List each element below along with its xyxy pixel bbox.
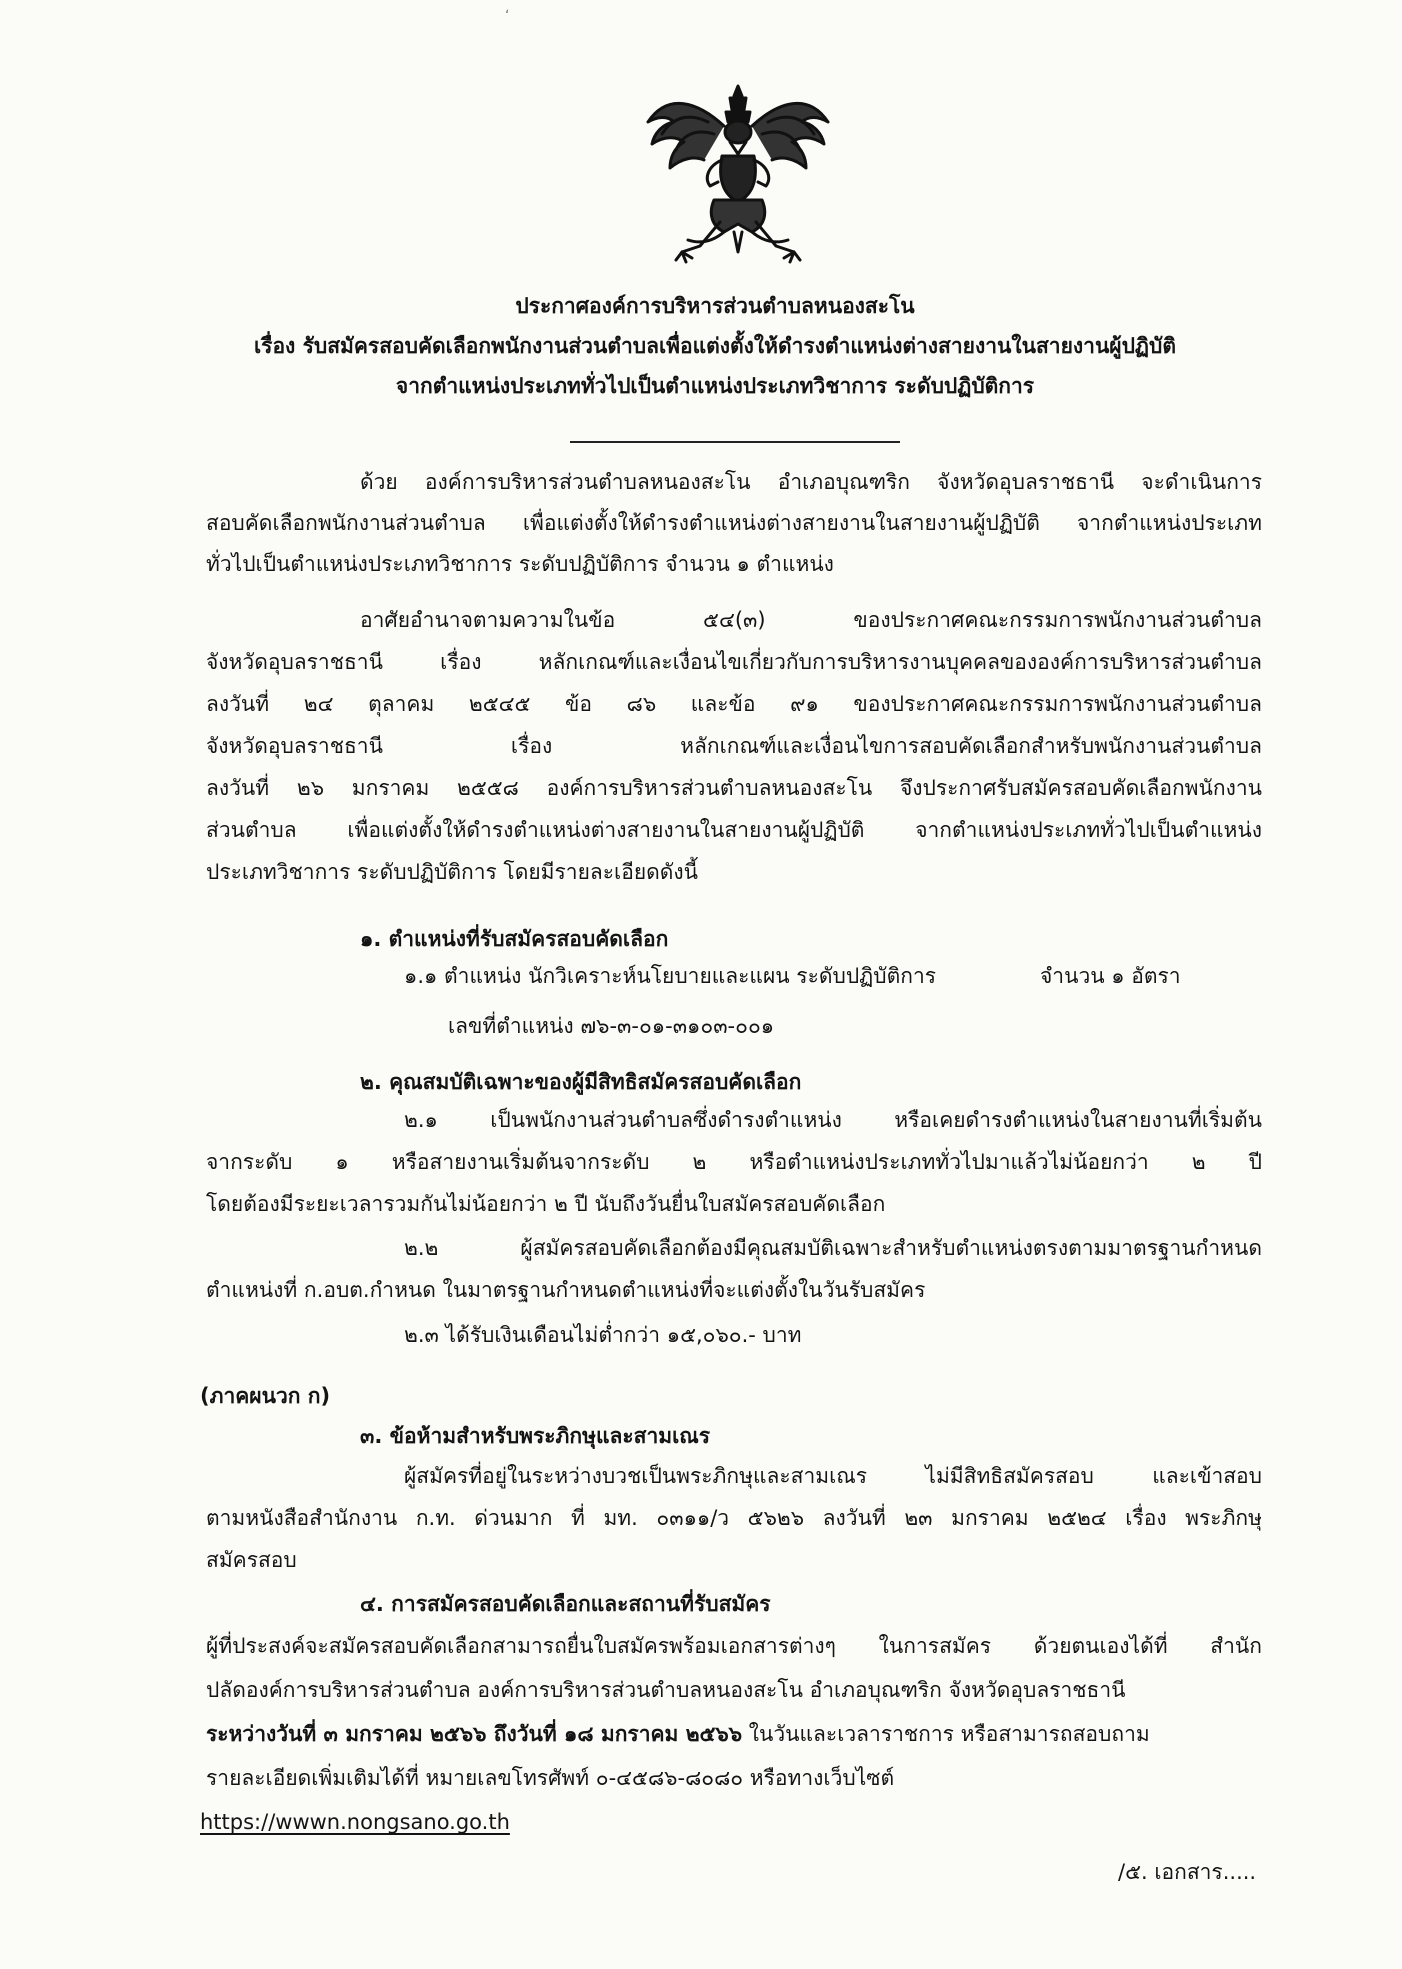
paragraph-line: โดยต้องมีระยะเวลารวมกันไม่น้อยกว่า ๒ ปี นับถึงวันยื่นใบสมัครสอบคัดเลือก [206,1192,886,1216]
paragraph-line: รายละเอียดเพิ่มเติมได้ที่ หมายเลขโทรศัพท์ ๐-๔๕๘๖-๘๐๘๐ หรือทางเว็บไซต์ [206,1766,895,1790]
paragraph-line: จากระดับ ๑ หรือสายงานเริ่มต้นจากระดับ ๒ หรือตำแหน่งประเภททั่วไปมาแล้วไม่น้อยกว่า ๒ ปี [206,1150,1262,1174]
application-period: ระหว่างวันที่ ๓ มกราคม ๒๕๖๖ ถึงวันที่ ๑๘ มกราคม ๒๕๖๖ [206,1722,743,1746]
section-4-title: ๔. การสมัครสอบคัดเลือกและสถานที่รับสมัคร [360,1592,771,1616]
paragraph-line: สอบคัดเลือกพนักงานส่วนตำบล เพื่อแต่งตั้งให้ดำรงตำแหน่งต่างสายงานในสายงานผู้ปฏิบัติ จากตำแหน่งประเภท [206,511,1262,535]
paragraph-line: ผู้ที่ประสงค์จะสมัครสอบคัดเลือกสามารถยื่นใบสมัครพร้อมเอกสารต่างๆ ในการสมัคร ด้วยตนเองได้ที่ สำนัก [206,1634,1262,1658]
paper-speck: ʻ [505,8,510,24]
position-count: จำนวน ๑ อัตรา [1040,964,1181,988]
application-period-line [206,1720,1150,1748]
application-period-rest: ในวันและเวลาราชการ หรือสามารถสอบถาม [742,1722,1150,1746]
paragraph-line: ๒.๒ ผู้สมัครสอบคัดเลือกต้องมีคุณสมบัติเฉพาะสำหรับตำแหน่งตรงตามมาตรฐานกำหนด [404,1236,1262,1260]
paragraph-line: ๒.๑ เป็นพนักงานส่วนตำบลซึ่งดำรงตำแหน่ง หรือเคยดำรงตำแหน่งในสายงานที่เริ่มต้น [404,1108,1262,1132]
paragraph-line: ตำแหน่งที่ ก.อบต.กำหนด ในมาตรฐานกำหนดตำแหน่งที่จะแต่งตั้งในวันรับสมัคร [206,1278,926,1302]
paragraph-line: ลงวันที่ ๒๔ ตุลาคม ๒๕๔๕ ข้อ ๘๖ และข้อ ๙๑ ของประกาศคณะกรรมการพนักงานส่วนตำบล [206,692,1262,716]
paragraph-line: อาศัยอำนาจตามความในข้อ ๕๔(๓) ของประกาศคณะกรรมการพนักงานส่วนตำบล [360,608,1262,632]
paragraph-line: จังหวัดอุบลราชธานี เรื่อง หลักเกณฑ์และเงื่อนไขการสอบคัดเลือกสำหรับพนักงานส่วนตำบล [206,734,1262,758]
paragraph-line: ลงวันที่ ๒๖ มกราคม ๒๕๕๘ องค์การบริหารส่วนตำบลหนองสะโน จึงประกาศรับสมัครสอบคัดเลือกพนักงาน [206,776,1262,800]
garuda-emblem-icon [638,82,838,267]
position-item: ๑.๑ ตำแหน่ง นักวิเคราะห์นโยบายและแผน ระดับปฏิบัติการ [404,964,937,988]
section-1-title: ๑. ตำแหน่งที่รับสมัครสอบคัดเลือก [360,927,669,951]
paragraph-line: ส่วนตำบล เพื่อแต่งตั้งให้ดำรงตำแหน่งต่างสายงานในสายงานผู้ปฏิบัติ จากตำแหน่งประเภททั่วไปเป็นตำแหน่ง [206,818,1262,842]
paragraph-line: ปลัดองค์การบริหารส่วนตำบล องค์การบริหารส่วนตำบลหนองสะโน อำเภอบุณฑริก จังหวัดอุบลราชธานี [206,1678,1126,1702]
paragraph-line: ด้วย องค์การบริหารส่วนตำบลหนองสะโน อำเภอบุณฑริก จังหวัดอุบลราชธานี จะดำเนินการ [360,470,1262,494]
paragraph-line: ทั่วไปเป็นตำแหน่งประเภทวิชาการ ระดับปฏิบัติการ จำนวน ๑ ตำแหน่ง [206,552,834,576]
position-number: เลขที่ตำแหน่ง ๗๖-๓-๐๑-๓๑๐๓-๐๐๑ [448,1014,775,1038]
announcement-subject-cont: จากตำแหน่งประเภททั่วไปเป็นตำแหน่งประเภทวิชาการ ระดับปฏิบัติการ [395,374,1035,398]
section-3-title: ๓. ข้อห้ามสำหรับพระภิกษุและสามเณร [360,1424,711,1448]
title-divider [570,441,900,443]
announcement-title: ประกาศองค์การบริหารส่วนตำบลหนองสะโน [515,294,915,318]
paragraph-line: ตามหนังสือสำนักงาน ก.ท. ด่วนมาก ที่ มท. ๐๓๑๑/ว ๕๖๒๖ ลงวันที่ ๒๓ มกราคม ๒๕๒๔ เรื่อง พระภิกษุ [206,1506,1262,1530]
announcement-subject: เรื่อง รับสมัครสอบคัดเลือกพนักงานส่วนตำบลเพื่อแต่งตั้งให้ดำรงตำแหน่งต่างสายงานในสายงานผู้ปฏิบัติ [253,334,1176,358]
salary-line: ๒.๓ ได้รับเงินเดือนไม่ต่ำกว่า ๑๕,๐๖๐.- บาท [404,1323,802,1347]
website-link[interactable]: https://wwwn.nongsano.go.th [200,1810,510,1834]
paragraph-line: ผู้สมัครที่อยู่ในระหว่างบวชเป็นพระภิกษุและสามเณร ไม่มีสิทธิสมัครสอบ และเข้าสอบ [404,1464,1262,1488]
section-2-title: ๒. คุณสมบัติเฉพาะของผู้มีสิทธิสมัครสอบคัดเลือก [360,1070,802,1094]
paragraph-line: ประเภทวิชาการ ระดับปฏิบัติการ โดยมีรายละเอียดดังนี้ [206,860,699,884]
paragraph-line: จังหวัดอุบลราชธานี เรื่อง หลักเกณฑ์และเงื่อนไขเกี่ยวกับการบริหารงานบุคคลขององค์การบริหารส่วนตำบล [206,650,1262,674]
appendix-label: (ภาคผนวก ก) [200,1384,331,1408]
continuation-note: /๕. เอกสาร..... [1118,1860,1257,1884]
paragraph-line: สมัครสอบ [206,1548,297,1572]
